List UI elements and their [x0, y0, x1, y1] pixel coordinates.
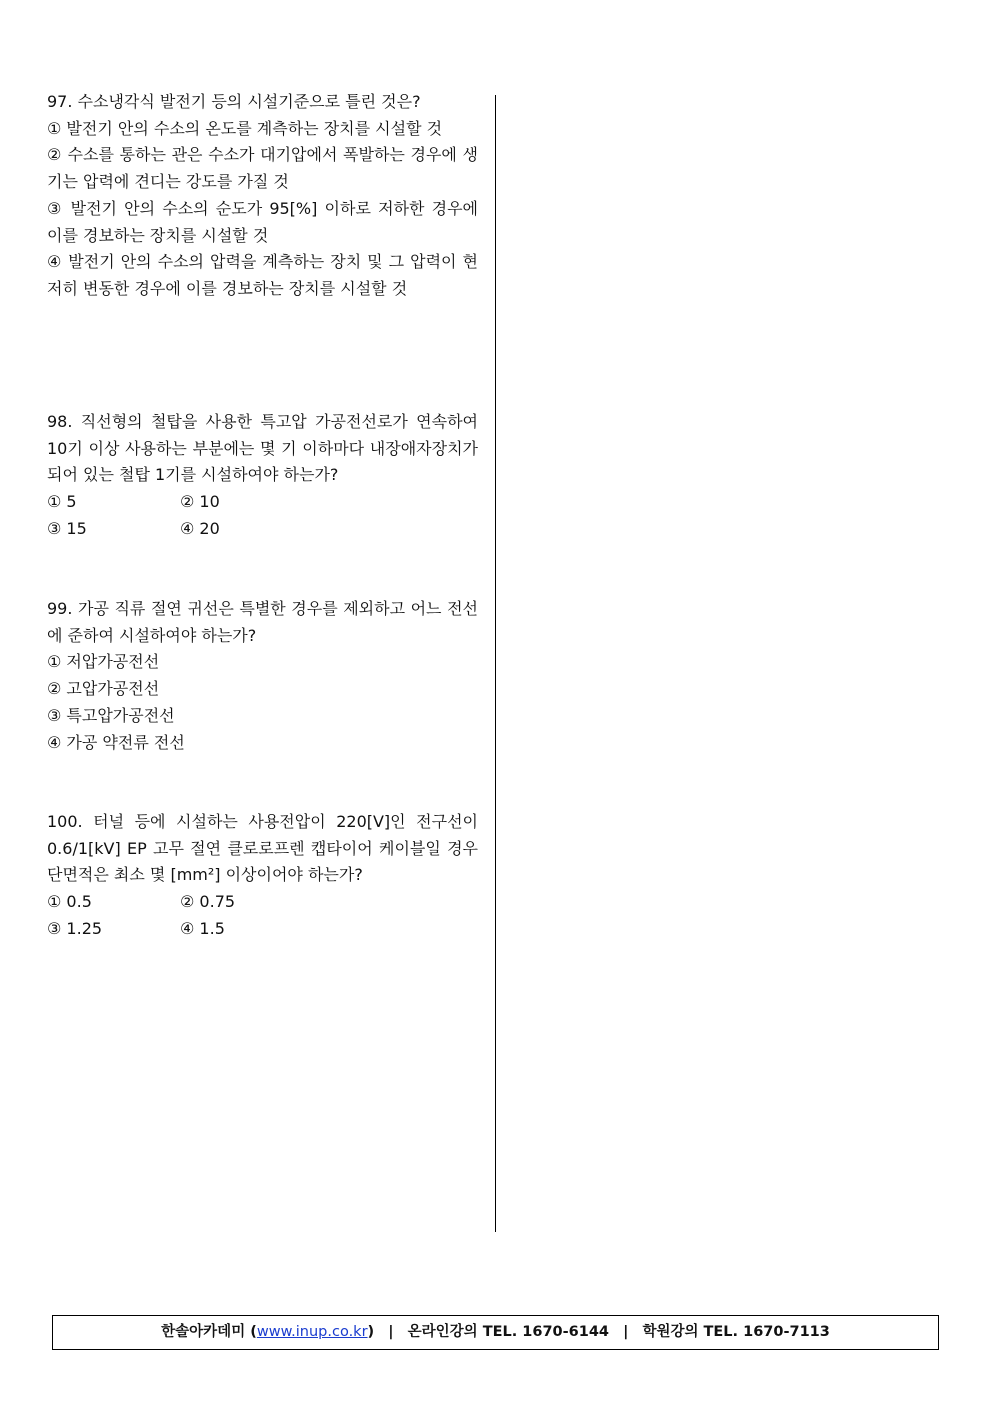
option-2: ② 수소를 통하는 관은 수소가 대기압에서 폭발하는 경우에 생기는 압력에 견디는 강도를 가질 것	[47, 145, 478, 192]
option-row	[47, 889, 478, 916]
footer-bar	[52, 1315, 939, 1350]
option-4: ④ 1.5	[180, 918, 225, 938]
option-4: ④ 20	[180, 518, 220, 538]
open-paren: (	[250, 1324, 257, 1340]
option-row	[47, 489, 478, 516]
online-phone: 온라인강의 TEL. 1670-6144	[407, 1324, 610, 1340]
academy-name: 한솔아카데미	[161, 1324, 246, 1340]
option-3: ③ 특고압가공전선	[47, 705, 175, 725]
column-divider	[495, 95, 496, 1232]
question-stem: 100. 터널 등에 시설하는 사용전압이 220[V]인 전구선이 0.6/1[kV] EP 고무 절연 클로로프렌 캡타이어 케이블일 경우 단면적은 최소 몇 [mm²] 이상이어야 하는가?	[47, 812, 478, 885]
close-paren: )	[367, 1324, 375, 1340]
separator: |	[623, 1324, 629, 1340]
option-3: ③ 발전기 안의 수소의 순도가 95[%] 이하로 저하한 경우에 이를 경보하는 장치를 시설할 것	[47, 198, 478, 245]
option-row	[47, 516, 478, 543]
question-stem: 97. 수소냉각식 발전기 등의 시설기준으로 틀린 것은?	[47, 92, 421, 111]
option-4: ④ 가공 약전류 전선	[47, 732, 185, 752]
option-1: ① 5	[47, 492, 77, 512]
option-2: ② 10	[180, 492, 220, 512]
option-2: ② 고압가공전선	[47, 679, 160, 699]
offline-phone: 학원강의 TEL. 1670-7113	[642, 1324, 830, 1340]
option-3: ③ 1.25	[47, 918, 103, 938]
option-4: ④ 발전기 안의 수소의 압력을 계측하는 장치 및 그 압력이 현저히 변동한 경우에 이를 경보하는 장치를 시설할 것	[47, 252, 478, 298]
question-100	[47, 809, 478, 943]
question-stem: 99. 가공 직류 절연 귀선은 특별한 경우를 제외하고 어느 전선에 준하여 시설하여야 하는가?	[47, 599, 478, 645]
option-3: ③ 15	[47, 518, 87, 538]
option-1: ① 발전기 안의 수소의 온도를 계측하는 장치를 시설할 것	[47, 118, 443, 138]
option-2: ② 0.75	[180, 892, 236, 912]
separator: |	[388, 1324, 394, 1340]
option-row	[47, 916, 478, 943]
question-98	[47, 409, 478, 543]
question-99	[47, 596, 478, 756]
question-stem: 98. 직선형의 철탑을 사용한 특고압 가공전선로가 연속하여 10기 이상 사용하는 부분에는 몇 기 이하마다 내장애자장치가 되어 있는 철탑 1기를 시설하여야 하는가?	[47, 412, 478, 485]
option-1: ① 0.5	[47, 892, 92, 912]
question-97	[47, 89, 478, 303]
website-link[interactable]: www.inup.co.kr	[256, 1324, 368, 1340]
option-1: ① 저압가공전선	[47, 652, 160, 672]
